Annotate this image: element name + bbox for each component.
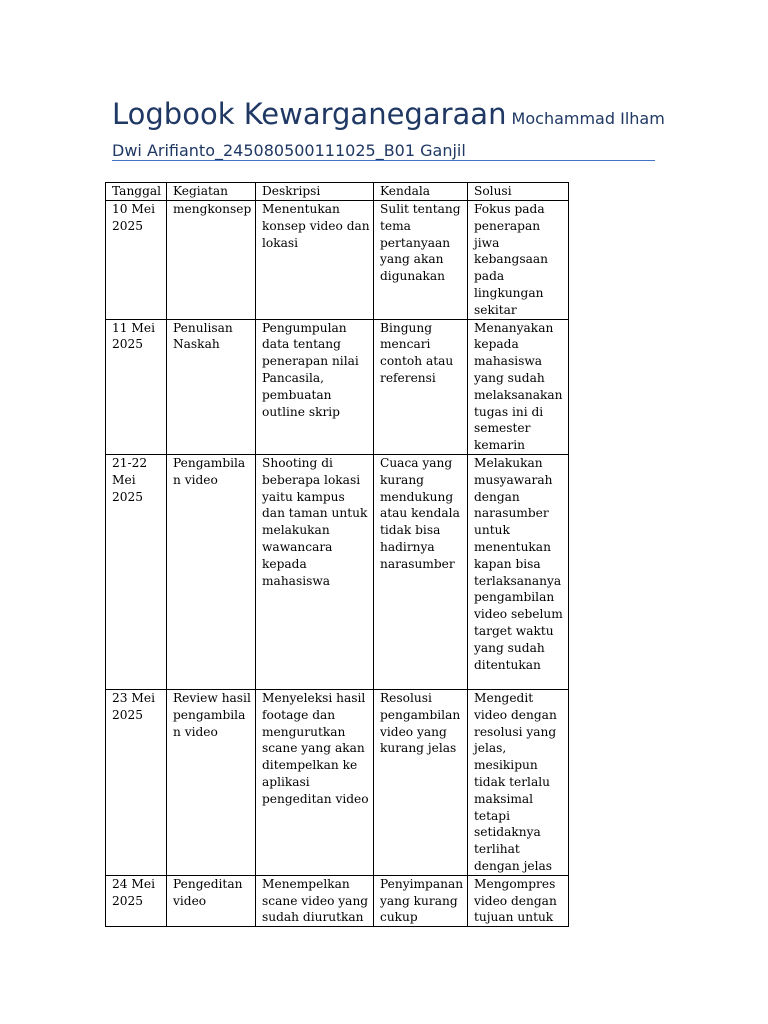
cell-solusi: Mengompres video dengan tujuan untuk bbox=[468, 875, 569, 926]
cell-deskripsi: Pengumpulan data tentang penerapan nilai Pancasila, pembuatan outline skrip bbox=[256, 319, 374, 454]
table-row bbox=[106, 454, 569, 689]
cell-kendala: Penyimpanan yang kurang cukup bbox=[374, 875, 468, 926]
cell-solusi: Fokus pada penerapan jiwa kebangsaan pada lingkungan sekitar bbox=[468, 201, 569, 320]
cell-kendala: Cuaca yang kurang mendukung atau kendala tidak bisa hadirnya narasumber bbox=[374, 454, 468, 689]
cell-kegiatan: Review hasil pengambilan video bbox=[167, 689, 256, 875]
cell-tanggal: 21-22 Mei 2025 bbox=[106, 454, 167, 689]
cell-tanggal: 10 Mei 2025 bbox=[106, 201, 167, 320]
cell-deskripsi: Menempelkan scane video yang sudah diurutkan bbox=[256, 875, 374, 926]
column-header-deskripsi: Deskripsi bbox=[256, 183, 374, 201]
cell-kegiatan: mengkonsep bbox=[167, 201, 256, 320]
document-title-block bbox=[112, 94, 665, 163]
cell-kendala: Bingung mencari contoh atau referensi bbox=[374, 319, 468, 454]
cell-tanggal: 11 Mei 2025 bbox=[106, 319, 167, 454]
cell-kegiatan: Penulisan Naskah bbox=[167, 319, 256, 454]
cell-solusi: Melakukan musyawarah dengan narasumber untuk menentukan kapan bisa terlaksananya pengambilan video sebelum target waktu yang sudah ditentukan bbox=[468, 454, 569, 689]
title-line bbox=[112, 94, 665, 139]
table-row bbox=[106, 875, 569, 926]
column-header-kendala: Kendala bbox=[374, 183, 468, 201]
cell-kendala: Sulit tentang tema pertanyaan yang akan digunakan bbox=[374, 201, 468, 320]
cell-kegiatan: Pengeditan video bbox=[167, 875, 256, 926]
logbook-table bbox=[105, 182, 569, 927]
column-header-kegiatan: Kegiatan bbox=[167, 183, 256, 201]
document-title: Logbook Kewarganegaraan bbox=[112, 97, 507, 131]
cell-solusi: Mengedit video dengan resolusi yang jelas, mesikipun tidak terlalu maksimal tetapi setidaknya terlihat dengan jelas bbox=[468, 689, 569, 875]
author-name-part2: Dwi Arifianto_245080500111025_B01 Ganjil bbox=[112, 141, 466, 160]
cell-solusi: Menanyakan kepada mahasiswa yang sudah melaksanakan tugas ini di semester kemarin bbox=[468, 319, 569, 454]
table-row bbox=[106, 319, 569, 454]
cell-kendala: Resolusi pengambilan video yang kurang jelas bbox=[374, 689, 468, 875]
cell-tanggal: 24 Mei 2025 bbox=[106, 875, 167, 926]
table-header-row bbox=[106, 183, 569, 201]
cell-deskripsi: Menentukan konsep video dan lokasi bbox=[256, 201, 374, 320]
column-header-solusi: Solusi bbox=[468, 183, 569, 201]
table-row bbox=[106, 689, 569, 875]
title-underline bbox=[112, 160, 655, 161]
table-row bbox=[106, 201, 569, 320]
author-name-part1: Mochammad Ilham bbox=[511, 109, 665, 128]
cell-kegiatan: Pengambilan video bbox=[167, 454, 256, 689]
cell-deskripsi: Shooting di beberapa lokasi yaitu kampus dan taman untuk melakukan wawancara kepada mahasiswa bbox=[256, 454, 374, 689]
cell-tanggal: 23 Mei 2025 bbox=[106, 689, 167, 875]
cell-deskripsi: Menyeleksi hasil footage dan mengurutkan scane yang akan ditempelkan ke aplikasi pengeditan video bbox=[256, 689, 374, 875]
column-header-tanggal: Tanggal bbox=[106, 183, 167, 201]
